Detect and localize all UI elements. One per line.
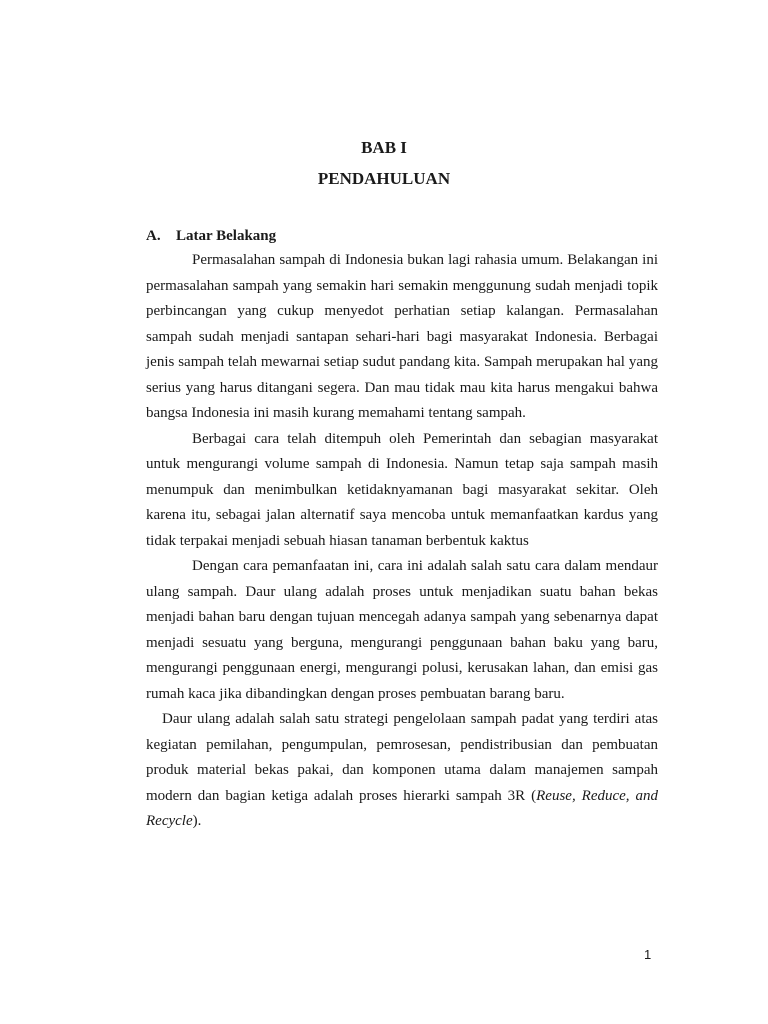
section-heading — [146, 224, 276, 248]
chapter-title: BAB I — [361, 138, 407, 157]
paragraph-1: Permasalahan sampah di Indonesia bukan lagi rahasia umum. Belakangan ini permasalahan sampah yang semakin hari semakin menggunung sudah menjadi topik perbincangan yang cukup menyedot perhatian setiap kalangan. Permasalahan sampah sudah menjadi santapan sehari-hari bagi masyarakat Indonesia. Berbagai jenis sampah telah mewarnai setiap sudut pandang kita. Sampah merupakan hal yang serius yang harus ditangani segera. Dan mau tidak mau kita harus mengakui bahwa bangsa Indonesia ini masih kurang memahami tentang sampah. — [146, 252, 658, 421]
chapter-subtitle: PENDAHULUAN — [317, 169, 451, 188]
paragraph-3: Dengan cara pemanfaatan ini, cara ini adalah salah satu cara dalam mendaur ulang sampah. Daur ulang adalah proses untuk menjadikan suatu bahan bekas menjadi bahan baru dengan tujuan mencegah adanya sampah yang sebenarnya dapat menjadi sesuatu yang berguna, mengurangi penggunaan bahan baku yang baru, mengurangi penggunaan energi, mengurangi polusi, kerusakan lahan, dan emisi gas rumah kaca jika dibandingkan dengan proses pembuatan barang baru. — [146, 558, 658, 702]
paragraph-4 — [146, 707, 658, 835]
paragraph-2: Berbagai cara telah ditempuh oleh Pemerintah dan sebagian masyarakat untuk mengurangi volume sampah di Indonesia. Namun tetap saja sampah masih menumpuk dan menimbulkan ketidaknyamanan bagi masyarakat sekitar. Oleh karena itu, sebagai jalan alternatif saya mencoba untuk memanfaatkan kardus yang tidak terpakai menjadi sebuah hiasan tanaman berbentuk kaktus — [146, 430, 658, 549]
section-title: Latar Belakang — [176, 228, 277, 244]
paragraph-4-text: Daur ulang adalah salah satu strategi pengelolaan sampah padat yang terdiri atas kegiatan pemilahan, pengumpulan, pemrosesan, pendistribusian dan pembuatan produk material bekas pakai, dan komponen utama dalam manajemen sampah modern dan bagian ketiga adalah proses hierarki sampah 3R ( — [146, 711, 658, 804]
paragraph-4-italic: Reuse, Reduce, and Recycle — [146, 787, 659, 829]
paragraph-4-end: ). — [192, 813, 202, 829]
page-number: 1 — [644, 947, 652, 962]
body-text — [146, 248, 658, 835]
section-number: A. — [146, 228, 161, 244]
